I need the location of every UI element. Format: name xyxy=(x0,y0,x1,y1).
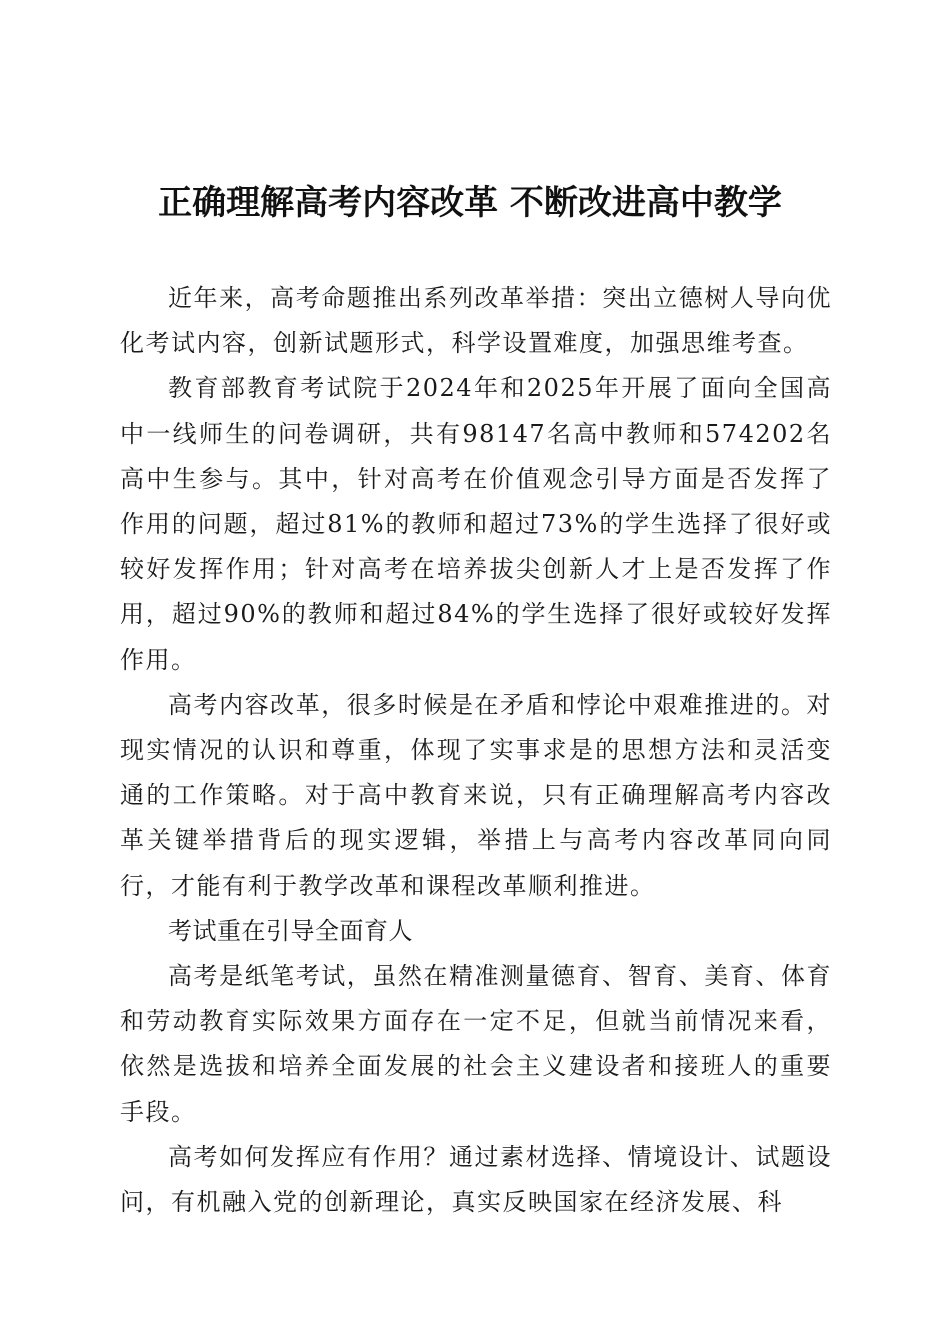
paragraph: 教育部教育考试院于2024年和2025年开展了面向全国高中一线师生的问卷调研，共有98147名高中教师和574202名高中生参与。其中，针对高考在价值观念引导方面是否发挥了作用的问题，超过81%的教师和超过73%的学生选择了很好或较好发挥作用；针对高考在培养拔尖创新人才上是否发挥了作用，超过90%的教师和超过84%的学生选择了很好或较好发挥作用。 xyxy=(120,374,832,674)
document-body xyxy=(120,276,832,1225)
document-title: 正确理解高考内容改革 不断改进高中教学 xyxy=(158,183,782,223)
paragraph: 高考是纸笔考试，虽然在精准测量德育、智育、美育、体育和劳动教育实际效果方面存在一定不足，但就当前情况来看，依然是选拔和培养全面发展的社会主义建设者和接班人的重要手段。 xyxy=(120,962,832,1126)
section-heading: 考试重在引导全面育人 xyxy=(168,916,413,945)
paragraph: 高考如何发挥应有作用？通过素材选择、情境设计、试题设问，有机融入党的创新理论，真实反映国家在经济发展、科 xyxy=(120,1142,832,1217)
paragraph: 近年来，高考命题推出系列改革举措：突出立德树人导向优化考试内容，创新试题形式，科学设置难度，加强思维考查。 xyxy=(120,284,832,358)
paragraph: 高考内容改革，很多时候是在矛盾和悖论中艰难推进的。对现实情况的认识和尊重，体现了实事求是的思想方法和灵活变通的工作策略。对于高中教育来说，只有正确理解高考内容改革关键举措背后的现实逻辑，举措上与高考内容改革同向同行，才能有利于教学改革和课程改革顺利推进。 xyxy=(120,690,832,900)
